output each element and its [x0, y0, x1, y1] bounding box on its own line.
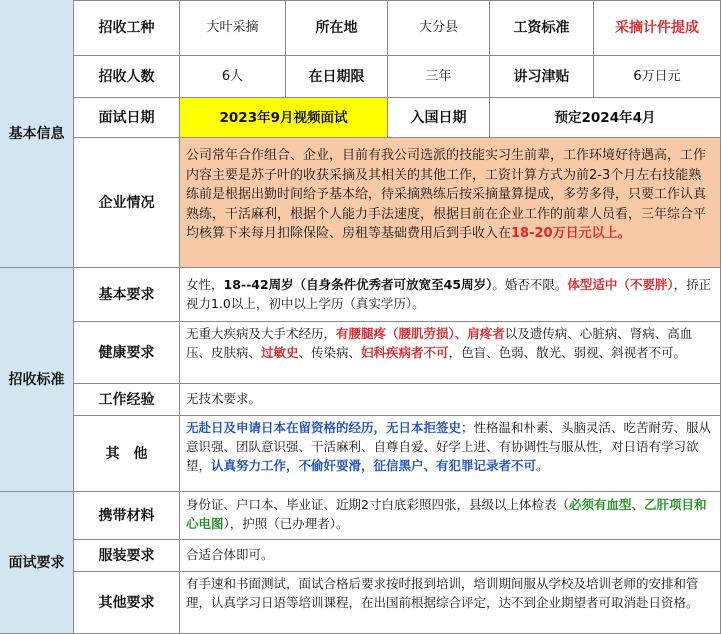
company-label: 企业情况: [74, 138, 180, 268]
health-red3: 妇科疾病者不可: [361, 345, 449, 360]
company-income-highlight: 18-20万日元以上。: [511, 226, 631, 241]
location-label: 所在地: [286, 0, 388, 56]
company-text: 公司常年合作组合、企业，目前有我公司选派的技能实习生前辈，工作环境好待遇高，工作内容主要是苏子叶的收获采摘及其相关的其他工作，工资计算方式为前2-3个月左右技能熟练前是根据出勤时间给予基本给，待采摘熟练后按采摘量算提成，多劳多得，只要工作认真熟练，干活麻利，根据个人能力手法速度，根据目前在企业工作的前辈人员看，三年综合平均核算下来每月扣除保险、房租等基础费用后到手收入在: [186, 148, 707, 241]
entry-date-label: 入国日期: [388, 98, 490, 138]
interview-date-value: 2023年9月视频面试: [180, 98, 388, 138]
job-type-value: 大叶采摘: [180, 0, 286, 56]
health-part3: 、传染病、: [298, 345, 362, 360]
health-text: [180, 322, 721, 384]
interview-date-label: 面试日期: [74, 98, 180, 138]
health-red1: 有腰腿疼（腰肌劳损）、肩疼者: [336, 326, 505, 341]
materials-text: [180, 492, 721, 540]
health-label: 健康要求: [74, 322, 180, 384]
health-part1: 无重大疾病及大手术经历，: [186, 326, 337, 341]
basic-req-body-type: 体型适中（不要胖）: [567, 277, 674, 292]
section-interview-req: 面试要求: [0, 492, 74, 634]
job-type-label: 招收工种: [74, 0, 180, 56]
section-recruit-standard: 招收标准: [0, 268, 74, 492]
entry-date-value: 预定2024年4月: [490, 98, 721, 138]
experience-label: 工作经验: [74, 384, 180, 416]
basic-req-age: 18--42周岁（自身条件优秀者可放宽至45周岁）: [223, 277, 493, 292]
basic-req-text: [180, 268, 721, 322]
health-part2: 以及遗传病、心脏病、肾病、高血压、皮肤病、: [186, 326, 693, 360]
basic-req-part4: ，挢正视力1.0以上，初中以上学历（真实学历）。: [186, 277, 712, 311]
experience-text: 无技术要求。: [180, 384, 721, 416]
basic-req-label: 基本要求: [74, 268, 180, 322]
materials-label: 携带材料: [74, 492, 180, 540]
basic-req-part1: 女性，: [186, 277, 224, 292]
materials-part2: ），护照（已办理者）。: [223, 516, 349, 531]
other-text: [180, 416, 721, 492]
materials-part1: 身份证、户口本、毕业证、近期2寸白底彩照四张，县级以上体检表（: [186, 497, 569, 512]
wage-label: 工资标准: [490, 0, 594, 56]
interview-other-label: 其他要求: [74, 572, 180, 634]
location-value: 大分县: [388, 0, 490, 56]
other-part2: 。: [536, 458, 549, 473]
materials-green: 必须有血型、乙肝项目和心电图: [186, 497, 707, 531]
other-blue2: 认真努力工作，不偷奸耍滑，征信黑户、有犯罪记录者不可: [211, 458, 537, 473]
section-basic-info: 基本信息: [0, 0, 74, 268]
other-label: 其 他: [74, 416, 180, 492]
allowance-value: 6万日元: [594, 56, 721, 98]
interview-other-text: 有手速和书面测试，面试合格后要求按时报到培训，培训期间服从学校及培训老师的安排和管理，认真学习日语等培训课程，在出国前根据综合评定，达不到企业期望者可取消赴日资格。: [180, 572, 721, 634]
headcount-label: 招收人数: [74, 56, 180, 98]
company-description: [180, 138, 721, 268]
wage-value: 采摘计件提成: [594, 0, 721, 56]
health-red2: 过敏史: [261, 345, 299, 360]
basic-req-part3: 。婚否不限。: [492, 277, 568, 292]
term-label: 在日期限: [286, 56, 388, 98]
headcount-value: 6人: [180, 56, 286, 98]
other-part1: ；性格温和朴素、头脑灵活、吃苦耐劳、服从意识强、团队意识强、干活麻利、自尊自爱、好学上进、有协调性与服从性，对日语有学习欲望，: [186, 420, 712, 473]
term-value: 三年: [388, 56, 490, 98]
other-blue1: 无赴日及申请日本在留资格的经历，无日本拒签史: [186, 420, 462, 435]
dress-label: 服装要求: [74, 540, 180, 572]
health-part4: ，色盲、色弱、散光、弱视、斜视者不可。: [448, 345, 687, 360]
allowance-label: 讲习津贴: [490, 56, 594, 98]
dress-text: 合适合体即可。: [180, 540, 721, 572]
